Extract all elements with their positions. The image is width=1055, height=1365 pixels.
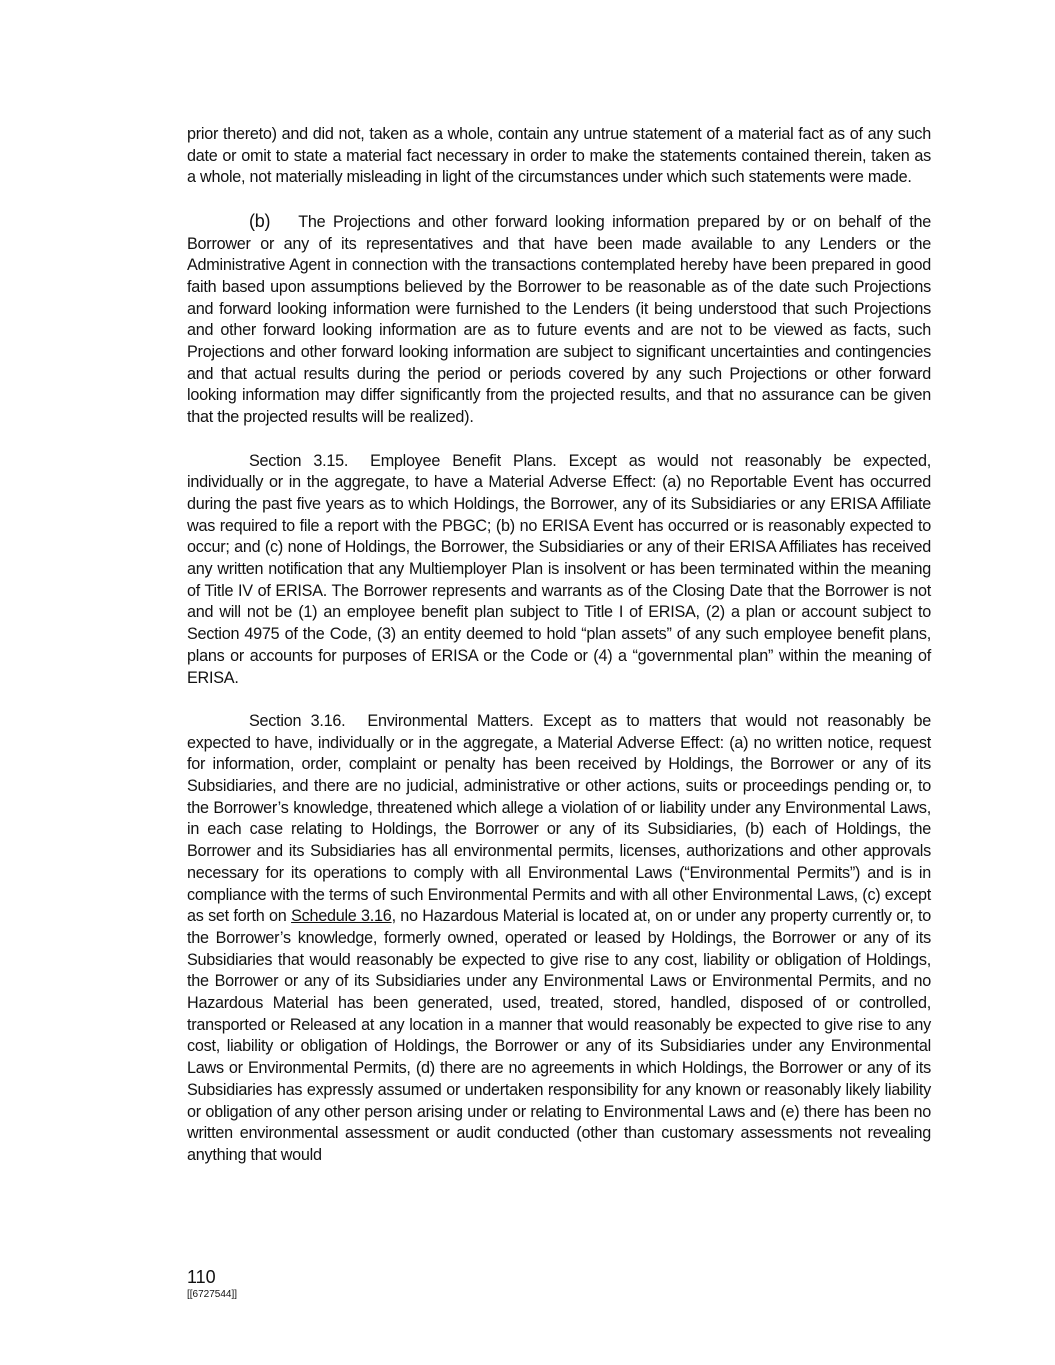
document-page (187, 124, 931, 1188)
section-text: Except as to matters that would not reasonably be expected to have, individually or in the aggregate, a Material Adverse Effect: (a) no written notice, request for information, order, complaint or penalty has been received by Holdings, the Borrower or any of its Subsidiaries, and there are no judicial, administrative or other actions, suits or proceedings pending or, to the Borrower’s knowledge, threatened which allege a violation of or liability under any Environmental Laws, in each case relating to Holdings, the Borrower or any of its Subsidiaries, (b) each of Holdings, the Borrower and its Subsidiaries has all environmental permits, licenses, authorizations and other approvals necessary for its operations to comply with all Environmental Laws (“Environmental Permits”) and is in compliance with the terms of such Environmental Permits and with all other Environmental Laws, (c) except as set forth on (187, 711, 932, 926)
paragraph-text: The Projections and other forward looking information prepared by or on behalf of the Borrower or any of its representatives and that have been made available to any Lenders or the Administrative Agent in connection with the transactions contemplated hereby have been prepared in good faith based upon assumptions believed by the Borrower to be reasonable as of the date such Projections and forward looking information were furnished to the Lenders (it being understood that such Projections and other forward looking information are as to future events and are not to be viewed as facts, such Projections and other forward looking information are subject to significant uncertainties and contingencies and that actual results during the period or periods covered by any such Projections or other forward looking information may differ significantly from the projected results, and that no assurance can be given that the projected results will be realized). (187, 212, 931, 427)
section-number: Section 3.15. (249, 451, 349, 470)
section-3-16 (187, 711, 931, 1167)
schedule-reference: Schedule 3.16 (291, 907, 392, 926)
section-number: Section 3.16. (249, 711, 346, 730)
section-3-15 (187, 451, 931, 690)
section-heading: Environmental Matters. (367, 711, 534, 730)
paragraph-text: prior thereto) and did not, taken as a whole, contain any untrue statement of a material fact as of any such date or omit to state a material fact necessary in order to make the statements contained therein, taken as a whole, not materially misleading in light of the circumstances under which such statements were made. (187, 125, 931, 187)
paragraph-continuation (187, 124, 931, 189)
paragraph-b (187, 211, 931, 429)
clause-label: (b) (249, 210, 271, 231)
document-id: [[6727544]] (187, 1289, 238, 1300)
section-text-continued: , no Hazardous Material is located at, on or under any property currently or, to the Borrower’s knowledge, formerly owned, operated or leased by Holdings, the Borrower or any of its Subsidiaries that would reasonably be expected to give rise to any cost, liability or obligation of Holdings, the Borrower or any of its Subsidiaries under any Environmental Laws or Environmental Permits, and no Hazardous Material has been generated, used, treated, stored, handled, disposed of or controlled, transported or Released at any location in a manner that would reasonably be expected to give rise to any cost, liability or obligation of Holdings, the Borrower or any of its Subsidiaries under any Environmental Laws or Environmental Permits, (d) there are no agreements in which Holdings, the Borrower or any of its Subsidiaries has expressly assumed or undertaken responsibility for any known or reasonably likely liability or obligation of any other person arising under or relating to Environmental Laws and (e) there has been no written environmental assessment or audit conducted (other than customary assessments not revealing anything that would (187, 907, 931, 1164)
page-number: 110 (187, 1267, 216, 1287)
section-heading: Employee Benefit Plans. (370, 451, 557, 470)
page-footer (187, 1266, 237, 1302)
section-text: Except as would not reasonably be expected, individually or in the aggregate, to have a Material Adverse Effect: (a) no Reportable Event has occurred during the past five years as to which Holdings, the Borrower, any of its Subsidiaries or any ERISA Affiliate was required to file a report with the PBGC; (b) no ERISA Event has occurred or is reasonably expected to occur; and (c) none of Holdings, the Borrower, the Subsidiaries or any of their ERISA Affiliates has received any written notification that any Multiemployer Plan is insolvent or has been terminated within the meaning of Title IV of ERISA. The Borrower represents and warrants as of the Closing Date that the Borrower is not and will not be (1) an employee benefit plan subject to Title I of ERISA, (2) a plan or account subject to Section 4975 of the Code, (3) an entity deemed to hold “plan assets” of any such employee benefit plans, plans or accounts for purposes of ERISA or the Code or (4) a “governmental plan” within the meaning of ERISA. (187, 451, 931, 687)
